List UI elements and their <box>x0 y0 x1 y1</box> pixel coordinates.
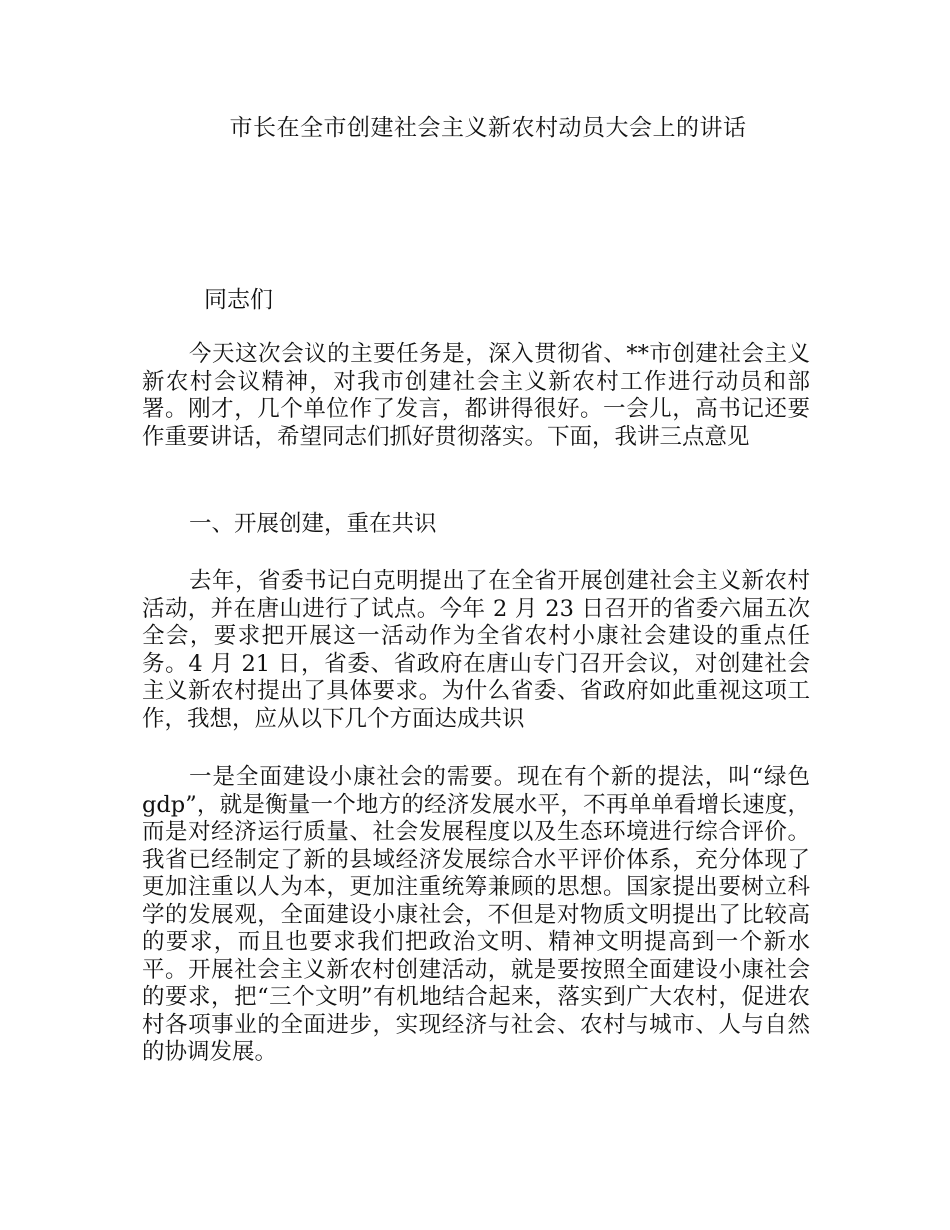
paragraph-background: 去年，省委书记白克明提出了在全省开展创建社会主义新农村活动，并在唐山进行了试点。今年 2 月 23 日召开的省委六届五次全会，要求把开展这一活动作为全省农村小康社会建设的重点任务。4 月 21 日，省委、省政府在唐山专门召开会议，对创建社会主义新农村提出了具体要求。为什么省委、省政府如此重视这项工作，我想，应从以下几个方面达成共识 <box>142 568 810 732</box>
section-heading: 一、开展创建，重在共识 <box>189 511 437 537</box>
salutation: 同志们 <box>204 287 273 313</box>
document-title: 市长在全市创建社会主义新农村动员大会上的讲话 <box>229 115 747 141</box>
paragraph-xiaokang: 一是全面建设小康社会的需要。现在有个新的提法，叫“绿色 gdp”，就是衡量一个地方的经济发展水平，不再单单看增长速度，而是对经济运行质量、社会发展程度以及生态环境进行综合评价。我省已经制定了新的县域经济发展综合水平评价体系，充分体现了更加注重以人为本，更加注重统筹兼顾的思想。国家提出要树立科学的发展观，全面建设小康社会，不但是对物质文明提出了比较高的要求，而且也要求我们把政治文明、精神文明提高到一个新水平。开展社会主义新农村创建活动，就是要按照全面建设小康社会的要求，把“三个文明”有机地结合起来，落实到广大农村，促进农村各项事业的全面进步，实现经济与社会、农村与城市、人与自然的协调发展。 <box>142 764 810 1065</box>
paragraph-intro: 今天这次会议的主要任务是，深入贯彻省、**市创建社会主义新农村会议精神，对我市创建社会主义新农村工作进行动员和部署。刚才，几个单位作了发言，都讲得很好。一会儿，高书记还要作重要讲话，希望同志们抓好贯彻落实。下面，我讲三点意见 <box>142 341 810 450</box>
